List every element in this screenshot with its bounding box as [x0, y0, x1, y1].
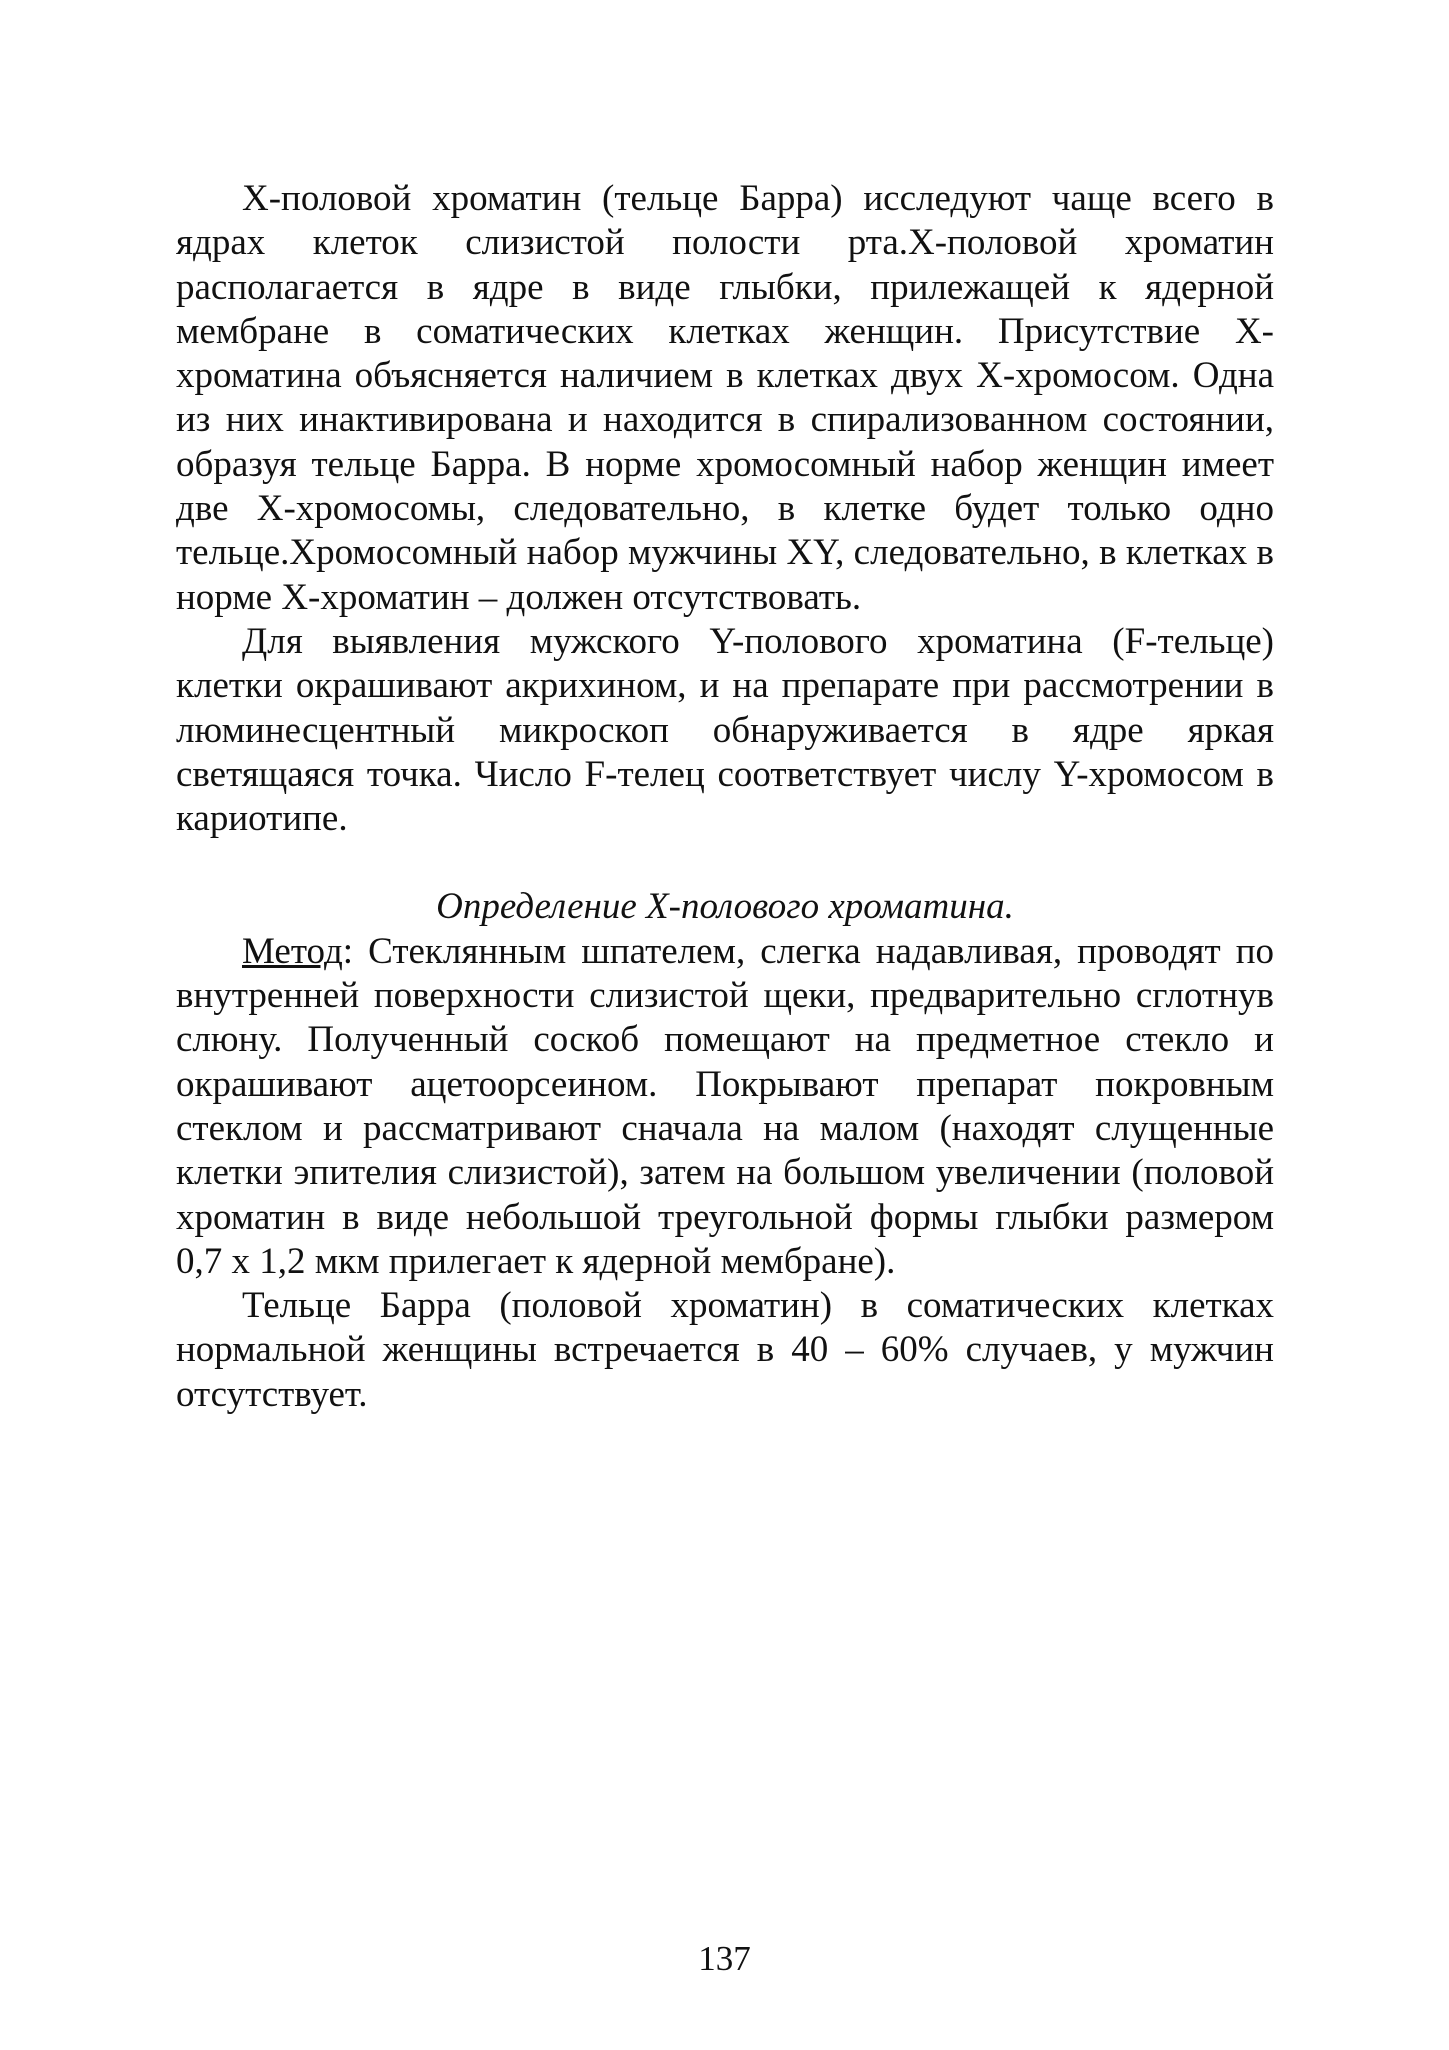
paragraph-y-chromatin: Для выявления мужского Y-полового хроматина (F-тельце) клетки окрашивают акрихином, и на препарате при рассмотрении в люминесцентный микроскоп обнаруживается в ядре яркая светящаяся точка. Число F-телец соответствует числу Y-хромосом в кариотипе. [176, 620, 1274, 840]
method-paragraph [176, 930, 1274, 1284]
paragraph-x-chromatin: X-половой хроматин (тельце Барра) исследуют чаще всего в ядрах клеток слизистой полости рта.X-половой хроматин располагается в ядре в виде глыбки, прилежащей к ядерной мембране в соматических клетках женщин. Присутствие X-хроматина объясняется наличием в клетках двух X-хромосом. Одна из них инактивирована и находится в спирализованном состоянии, образуя тельце Барра. В норме хромосомный набор женщин имеет две X-хромосомы, следовательно, в клетке будет только одно тельце.Хромосомный набор мужчины XY, следовательно, в клетках в норме X-хроматин – должен отсутствовать. [176, 178, 1274, 618]
closing-paragraph: Тельце Барра (половой хроматин) в соматических клетках нормальной женщины встречается в 40 – 60% случаев, у мужчин отсутствует. [176, 1285, 1274, 1415]
method-label: Метод [242, 930, 343, 972]
page-number: 137 [698, 1939, 751, 1978]
body-text [176, 177, 1274, 1417]
section-heading: Определение X-полового хроматина. [436, 886, 1014, 928]
method-text: : Стеклянным шпателем, слегка надавливая, проводят по внутренней поверхности слизистой щеки, предварительно сглотнув слюну. Полученный соскоб помещают на предметное стекло и окрашивают ацетоорсеином. Покрывают препарат покровным стеклом и рассматривают сначала на малом (находят слущенные клетки эпителия слизистой), затем на большом увеличении (половой хроматин в виде небольшой треугольной формы глыбки размером 0,7 х 1,2 мкм прилегает к ядерной мембране). [176, 930, 1274, 1282]
